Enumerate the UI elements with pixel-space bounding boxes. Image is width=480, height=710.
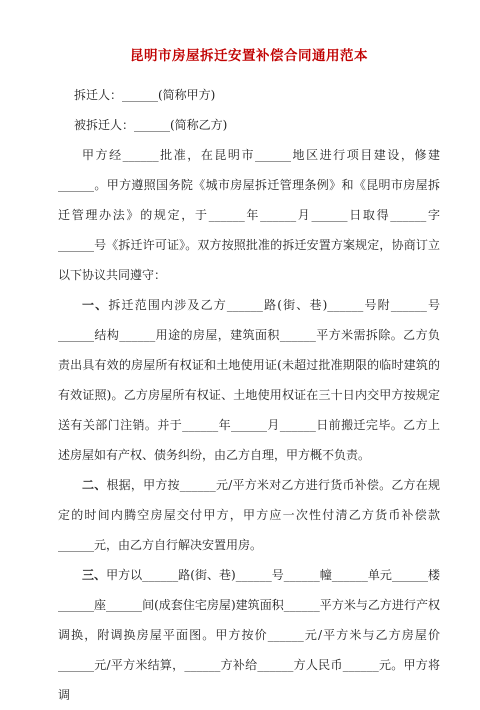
party-b-line: 被拆迁人：______(简称乙方) <box>74 118 228 132</box>
clause-1-number: 一、 <box>82 298 109 312</box>
clause-2-text: 根据，甲方按______元/平方米对乙方进行货币补偿。乙方在规定的时间内腾空房屋交付甲方，甲方应一次性付清乙方货币补偿款______元，由乙方自行解决安置用房。 <box>58 478 440 552</box>
party-a-line: 拆迁人：______(简称甲方) <box>74 88 216 102</box>
clause-2-paragraph <box>58 470 440 560</box>
clause-1-text: 拆迁范围内涉及乙方______路(街、巷)______号附______号______结构______用途的房屋，建筑面积______平方米需拆除。乙方负责出具有效的房屋所有权证和土地使用证(未超过批准期限的临时建筑的有效证照)。乙方房屋所有权证、土地使用权证在三十日内交甲方按规定送有关部门注销。并于______年______月______日前搬迁完毕。乙方上述房屋如有产权、债务纠纷，由乙方自理，甲方概不负责。 <box>58 298 440 462</box>
document-title: 昆明市房屋拆迁安置补偿合同通用范本 <box>130 48 368 64</box>
intro-paragraph: 甲方经______批准，在昆明市______地区进行项目建设，修建______。甲方遵照国务院《城市房屋拆迁管理条例》和《昆明市房屋拆迁管理办法》的规定，于______年______月______日取得______字______号《拆迁许可证》。双方按照批准的拆迁安置方案规定，协商订立以下协议共同遵守： <box>58 148 440 282</box>
clause-2-number: 二、 <box>82 478 107 492</box>
clause-1-paragraph <box>58 290 440 470</box>
clause-3-number: 三、 <box>82 568 107 582</box>
clause-3-text: 甲方以______路(街、巷)______号______幢______单元______楼______座______间(成套住宅房屋)建筑面积______平方米与乙方进行产权调换，附调换房屋平面图。甲方按价______元/平方米与乙方房屋价______元/平方米结算，______方补给______方人民币______元。甲方将调 <box>58 568 440 702</box>
clause-3-paragraph <box>58 560 440 710</box>
